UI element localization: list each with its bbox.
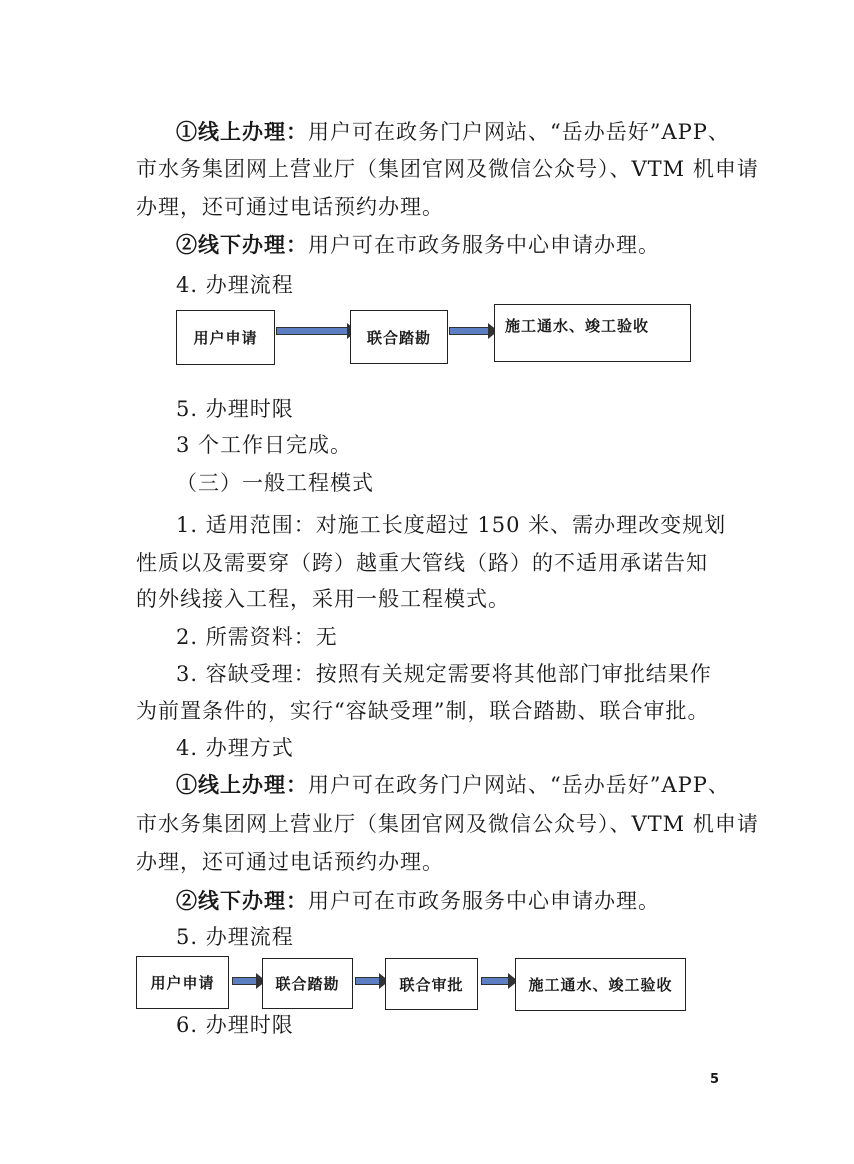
- online-label: ①线上办理：: [176, 119, 308, 144]
- accept-line-1: 3. 容缺受理：按照有关规定需要将其他部门审批结果作: [176, 662, 712, 686]
- time-heading-2: 6. 办理时限: [176, 1013, 294, 1037]
- time-text-1: 3 个工作日完成。: [176, 433, 353, 457]
- flow-heading-2: 5. 办理流程: [176, 925, 294, 949]
- online-text-2: 市水务集团网上营业厅（集团官网及微信公众号）、VTM 机申请: [136, 157, 759, 181]
- flow-heading-1: 4. 办理流程: [176, 273, 294, 297]
- paragraph-offline-1: [176, 228, 660, 262]
- online-text-3: 办理，还可通过电话预约办理。: [136, 850, 444, 874]
- scope-line-3: 的外线接入工程，采用一般工程模式。: [136, 587, 510, 611]
- flow2-step-approve: 联合审批: [385, 958, 478, 1010]
- online-label: ①线上办理：: [176, 772, 308, 797]
- arrow-icon: [232, 977, 257, 985]
- offline-label: ②线下办理：: [176, 888, 308, 913]
- flow2-step-apply: 用户申请: [136, 956, 229, 1009]
- arrow-icon: [355, 977, 380, 985]
- online-text-2: 市水务集团网上营业厅（集团官网及微信公众号）、VTM 机申请: [136, 812, 759, 836]
- method-heading: 4. 办理方式: [176, 736, 294, 760]
- flow1-step-apply: 用户申请: [176, 310, 275, 365]
- online-text-3: 办理，还可通过电话预约办理。: [136, 195, 444, 219]
- offline-text: 用户可在市政务服务中心申请办理。: [308, 889, 660, 913]
- page-number: 5: [710, 1072, 720, 1087]
- scope-line-2: 性质以及需要穿（跨）越重大管线（路）的不适用承诺告知: [136, 551, 708, 575]
- arrow-icon: [481, 977, 509, 985]
- flow2-step-complete: 施工通水、竣工验收: [515, 958, 686, 1011]
- accept-line-2: 为前置条件的，实行“容缺受理”制，联合踏勘、联合审批。: [136, 699, 710, 723]
- scope-line-1: 1. 适用范围：对施工长度超过 150 米、需办理改变规划: [176, 513, 727, 537]
- flow1-step-survey: 联合踏勘: [350, 310, 448, 364]
- offline-text: 用户可在市政务服务中心申请办理。: [308, 233, 660, 257]
- flow2-step-survey: 联合踏勘: [262, 958, 353, 1009]
- time-heading-1: 5. 办理时限: [176, 397, 294, 421]
- arrow-icon: [276, 327, 348, 335]
- flow1-step-complete: 施工通水、竣工验收: [494, 304, 691, 362]
- materials: 2. 所需资料：无: [176, 625, 338, 649]
- online-text: 用户可在政务门户网站、“岳办岳好”APP、: [308, 120, 730, 144]
- paragraph-offline-2: [176, 884, 660, 918]
- online-text: 用户可在政务门户网站、“岳办岳好”APP、: [308, 773, 730, 797]
- arrow-icon: [449, 327, 489, 335]
- offline-label: ②线下办理：: [176, 232, 308, 257]
- section-title: （三）一般工程模式: [176, 471, 374, 495]
